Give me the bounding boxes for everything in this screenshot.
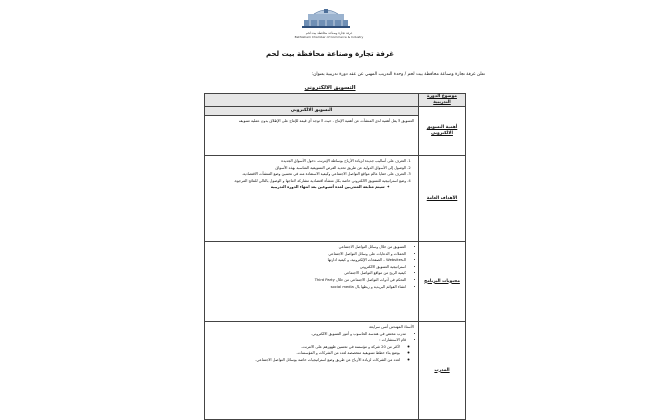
objectives-label: الأهداف العامة <box>419 156 466 242</box>
content-subheader: التسويق الالكتروني <box>205 107 418 116</box>
table-row-trainer <box>205 322 466 420</box>
importance-content-cell <box>205 107 419 156</box>
contents-content <box>205 242 419 322</box>
importance-label: أهمية التسويق الالكتروني <box>419 107 466 156</box>
follow-up-note-text: سيتم متابعة المتدربين لمدة أسبوعين بعد انتهاء الدورة التدريبية <box>270 185 385 190</box>
list-item: • استراتيجية التسويق الالكتروني <box>211 264 406 271</box>
list-item: • كيفية الربح من مواقع التواصل الاجتماعي <box>211 270 406 277</box>
list-item: • مدرب مختص في هندسة الحاسوب و أمور التسويق الالكتروني. <box>211 331 406 338</box>
trainer-label: المدرب <box>419 322 466 420</box>
list-item: ◦ بوضع بناء خطط تسويقية متخصصة لعدد من الشركات و المؤسسات. <box>211 350 400 357</box>
table-row-contents <box>205 242 466 322</box>
contents-label: محتويات البرنامج <box>419 242 466 322</box>
list-item: • الـWebsites – الصفحات الإلكترونية، و كيفية ادارتها <box>211 257 406 264</box>
course-table <box>204 93 466 420</box>
chamber-logo-icon <box>300 8 352 30</box>
table-row-importance <box>205 107 466 156</box>
intro-text: تعلن غرفة تجارة وصناعة محافظة بيت لحم / وحدة التدريب المهني عن عقد دورة تدريبية بعنوان: <box>311 72 485 77</box>
objectives-content <box>205 156 419 242</box>
list-item: ◦ لأكثر من 20 شركة و مؤسسة في تحسين ظهورهم على الانترنت. <box>211 344 400 351</box>
trainer-content <box>205 322 419 420</box>
header-label-cell: موضوع الدورة التدريبية <box>419 94 466 107</box>
importance-text: التسويق لا يقل أهمية لدى المنشآت عن أهمية الإنتاج ، حيث لا توجد أي قيمة للإنتاج على الإطلاق بدون عملية تسويقه <box>238 119 414 123</box>
list-item: 3. التعرف على خفايا عالم مواقع التواصل الاجتماعي وكيفية الاستفادة منه في تحسين وضع المنشآت الاقتصادية. <box>211 171 406 178</box>
four-point-star-icon: ✦ <box>386 184 390 190</box>
trainer-list <box>211 331 414 344</box>
logo-caption <box>284 31 374 39</box>
objectives-list <box>211 158 414 184</box>
list-item: 4. وضع استراتيجية للتسويق الالكتروني خاصة بكل منشأة اقتصادية مشاركة لانتاجها و الوصول بالتالي للنتائج المرجوة. <box>211 178 406 185</box>
list-item: • التحكم في أدوات التواصل الاجتماعي من خلال Third Party <box>211 277 406 284</box>
list-item: 1. التعرف على أساليب جديدة لزيادة الأرباح بوساطة الإنترنت، دخول الأسواق الجديدة <box>211 158 406 165</box>
course-title: التسويق الالكتروني <box>304 85 356 91</box>
list-item: • الحملات و الدعايات على وسائل التواصل الاجتماعي <box>211 251 406 258</box>
list-item: 2. الوصول إلى الأسواق الدولية عن طريق تحديد الفرص التسويقية المناسبة بهذه الأسواق <box>211 165 406 172</box>
logo-text-ar: غرفة تجارة وصناعة محافظة بيت لحم <box>305 31 353 35</box>
contents-list <box>211 244 414 290</box>
table-row-objectives <box>205 156 466 242</box>
table-header-row <box>205 94 466 107</box>
list-item: • قام الاستشارات : <box>211 337 406 344</box>
list-item: ◦ لعدد من الشركات لزيادة الأرباح عن طريق وضع استراتيجيات خاصة بوسائل التواصل الاجتماعي. <box>211 357 400 364</box>
trainer-name: الأستاذ المهندس أنس سرايعة <box>369 325 414 329</box>
org-title: غرفة تجارة وصناعة محافظة بيت لحم <box>266 50 394 58</box>
follow-up-note <box>211 184 414 191</box>
list-item: • التسويق من خلال وسائل التواصل الاجتماعي <box>211 244 406 251</box>
trainer-sublist <box>211 344 414 364</box>
header-value-cell <box>205 94 419 107</box>
logo-text-en: Bethlehem Chamber of Commerce & Industry <box>294 35 364 39</box>
list-item: • انشاء القوائم البريدية و ربطها بال social media <box>211 284 406 291</box>
